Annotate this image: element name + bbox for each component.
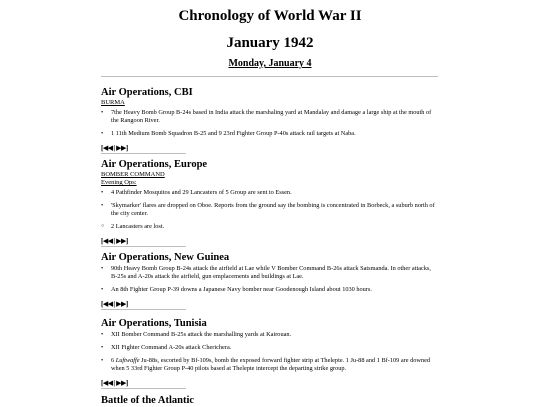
section-title: Air Operations, CBI	[101, 87, 193, 98]
nav-separator: |	[112, 144, 117, 152]
section-title: Air Operations, Europe	[101, 159, 208, 170]
nav-arrows	[101, 300, 438, 308]
next-link[interactable]: ▶▶]	[116, 300, 128, 308]
section-air-ops-europe	[101, 159, 438, 247]
luftwaffe-number: 6	[111, 357, 116, 364]
nav-underline	[101, 309, 186, 310]
next-link[interactable]: ▶▶]	[116, 237, 128, 245]
list-item: • 7the Heavy Bomb Group B-24s based in India attack the marshaling yard at Mandalay and damage a large ship at the mouth of the Rangoon River.	[101, 109, 438, 125]
section-air-ops-new-guinea	[101, 252, 438, 310]
nav-separator: |	[112, 300, 117, 308]
list-item: • 'Skymarker' flares are dropped on Oboe. Reports from the ground say the bombing is concentrated in Borbeck, a suburb north of the city center.	[101, 202, 438, 218]
next-link[interactable]: ▶▶]	[116, 379, 128, 387]
section-air-ops-cbi	[101, 87, 438, 154]
prev-link[interactable]: [◀◀	[101, 237, 113, 245]
nav-separator: |	[112, 379, 117, 387]
prev-link[interactable]: [◀◀	[101, 300, 113, 308]
divider	[101, 76, 438, 77]
section-title: Air Operations, New Guinea	[101, 252, 230, 263]
location-link[interactable]: BOMBER COMMAND	[101, 171, 165, 178]
nav-separator: |	[112, 237, 117, 245]
page-title: Chronology of World War II	[178, 8, 362, 24]
nav-underline	[101, 388, 186, 389]
nav-arrows	[101, 237, 438, 245]
nav-arrows	[101, 144, 438, 152]
list-item-text: Ju-88s, escorted by Bf-109s, bomb the exposed forward fighter strip at Thelepte. 1 Ju-88 and 1 Bf-109 are downed when 5 33rd Fighter Group P-40 pilots based at Thelepte intercept the departing strike group.	[111, 357, 431, 372]
month-title: January 1942	[226, 35, 314, 51]
list-item: • 1 11th Medium Bomb Squadron B-25 and 9 23rd Fighter Group P-40s attack rail targets at Naba.	[101, 130, 438, 138]
location-link[interactable]: BURMA	[101, 99, 125, 106]
section-air-ops-tunisia	[101, 318, 438, 389]
section-battle-atlantic	[101, 395, 438, 407]
prev-link[interactable]: [◀◀	[101, 144, 113, 152]
list-item: • 90th Heavy Bomb Group B-24s attack the airfield at Lae while V Bomber Command B-26s attack Satsmanda. In other attacks, B-25s and A-20s attack the airfield, gun emplacements and buildings at Lae.	[101, 265, 438, 281]
section-title: Air Operations, Tunisia	[101, 318, 207, 329]
list-item: • XII Fighter Command A-20s attack Cherichera.	[101, 344, 438, 352]
nav-underline	[101, 153, 186, 154]
day-heading: Monday, January 4	[228, 58, 312, 69]
list-item	[101, 357, 438, 373]
list-item: • An 8th Fighter Group P-39 downs a Japanese Navy bomber near Goodenough Island about 1030 hours.	[101, 286, 438, 294]
list-item: • 4 Pathfinder Mosquitos and 29 Lancasters of 5 Group are sent to Essen.	[101, 189, 438, 197]
next-link[interactable]: ▶▶]	[116, 144, 128, 152]
sublabel: Evening Ops:	[101, 179, 137, 186]
luftwaffe-word: Luftwaffe	[115, 357, 140, 364]
list-item: ○ 2 Lancasters are lost.	[101, 223, 438, 231]
nav-underline	[101, 246, 186, 247]
nav-arrows	[101, 379, 438, 387]
list-item: • XII Bomber Command B-25s attack the marshalling yards at Kairouan.	[101, 331, 438, 339]
section-title: Battle of the Atlantic	[101, 395, 195, 406]
prev-link[interactable]: [◀◀	[101, 379, 113, 387]
